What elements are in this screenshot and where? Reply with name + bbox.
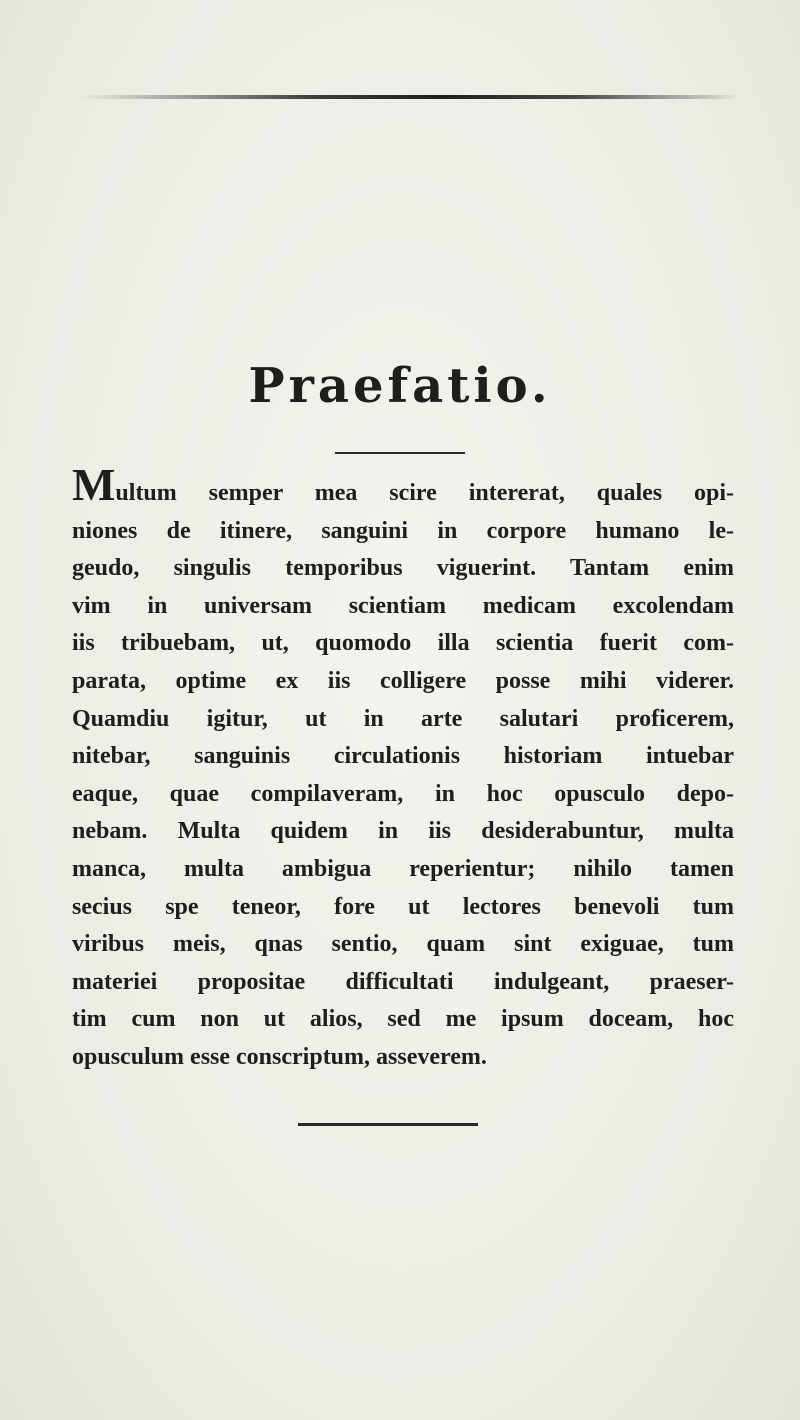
text-line-12: secius spe teneor, fore ut lectores benevoli tum (72, 893, 734, 920)
text-line-1-rest: ultum semper mea scire intererat, quales opi- (115, 480, 734, 506)
text-line-14: materiei propositae difficultati indulgeant, praeser- (72, 968, 734, 995)
top-edge-rule (80, 95, 740, 99)
drop-initial: M (72, 459, 116, 510)
text-line-15: tim cum non ut alios, sed me ipsum doceam, hoc (72, 1006, 734, 1033)
text-line-16: opusculum esse conscriptum, asseverem. (72, 1043, 487, 1070)
title-underline-rule (335, 452, 465, 454)
text-line-1 (72, 459, 734, 513)
text-line-7: Quamdiu igitur, ut in arte salutari proficerem, (72, 705, 734, 732)
text-line-5: iis tribuebam, ut, quomodo illa scientia fuerit com- (72, 630, 734, 657)
text-line-11: manca, multa ambigua reperientur; nihilo tamen (72, 855, 734, 882)
closing-rule (298, 1123, 478, 1126)
text-line-9: eaque, quae compilaveram, in hoc opusculo depo- (72, 780, 734, 807)
text-line-13: viribus meis, qnas sentio, quam sint exiguae, tum (72, 931, 734, 958)
text-line-2: niones de itinere, sanguini in corpore humano le- (72, 517, 734, 544)
preface-paragraph (72, 459, 734, 1077)
text-line-6: parata, optime ex iis colligere posse mihi viderer. (72, 667, 734, 694)
text-line-4: vim in universam scientiam medicam excolendam (72, 592, 734, 619)
page-title: Praefatio. (248, 358, 552, 414)
text-line-8: nitebar, sanguinis circulationis historiam intuebar (72, 743, 734, 770)
text-line-3: geudo, singulis temporibus viguerint. Tantam enim (72, 555, 734, 582)
text-line-10: nebam. Multa quidem in iis desiderabuntur, multa (72, 818, 734, 845)
